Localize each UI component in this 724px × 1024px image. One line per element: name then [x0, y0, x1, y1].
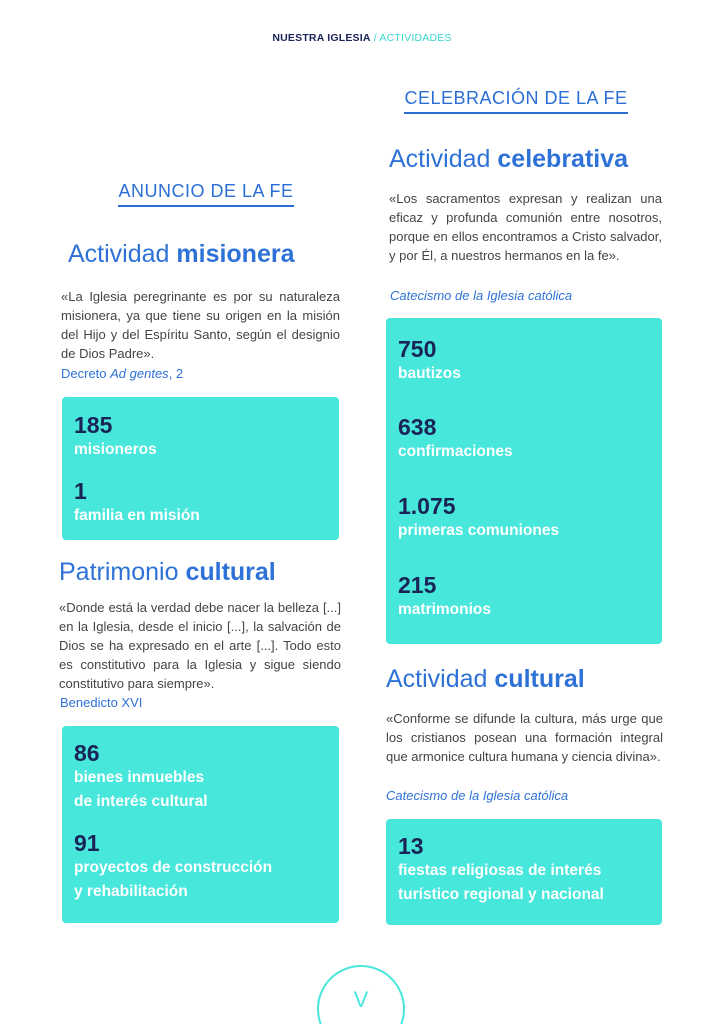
- stat-item: [398, 572, 654, 622]
- stat-label: bienes inmuebles de interés cultural: [74, 769, 208, 810]
- stat-item: [398, 336, 654, 386]
- quote-patrimonio: «Donde está la verdad debe nacer la belleza [...] en la Iglesia, desde el inicio [...], la salvación de Dios se ha expresado en el arte [...]. Todo esto es constitutivo para la Iglesia y sigue siendo constitutivo para siempre».: [59, 600, 341, 691]
- quote-cultural: «Conforme se difunde la cultura, más urge que los cristianos posean una formación integral que armonice cultura humana y ciencia divina».: [386, 711, 663, 764]
- stat-number: 185: [74, 412, 113, 438]
- stats-box-patrimonio: [62, 726, 339, 923]
- header-separator: /: [370, 32, 380, 44]
- source-tail-text: , 2: [168, 366, 184, 381]
- stat-label: misioneros: [74, 441, 157, 458]
- source-misionera: [61, 366, 183, 381]
- stat-label: familia en misión: [74, 507, 200, 524]
- page-number: V: [353, 987, 369, 1012]
- header-subsection: ACTIVIDADES: [379, 32, 452, 44]
- stat-number: 91: [74, 830, 100, 856]
- stat-number: 638: [398, 414, 437, 440]
- stat-label: proyectos de construcción y rehabilitación: [74, 859, 273, 900]
- section-title-anuncio-text: ANUNCIO DE LA FE: [118, 181, 293, 207]
- heading-actividad-misionera: [68, 240, 295, 269]
- stat-label: primeras comuniones: [398, 522, 560, 539]
- stat-number: 750: [398, 336, 437, 362]
- stat-item: [74, 830, 331, 904]
- heading-light: Actividad: [389, 145, 498, 173]
- heading-light: Actividad: [68, 240, 177, 268]
- header-section: NUESTRA IGLESIA: [272, 32, 371, 44]
- heading-actividad-cultural: [386, 665, 585, 694]
- stats-box-misionera: [62, 397, 339, 540]
- stat-label: confirmaciones: [398, 443, 513, 460]
- stat-number: 215: [398, 572, 437, 598]
- stat-label: fiestas religiosas de interés turístico regional y nacional: [398, 862, 604, 903]
- heading-bold: cultural: [185, 558, 276, 586]
- source-text: Decreto: [61, 366, 111, 381]
- quote-misionera: «La Iglesia peregrinante es por su naturaleza misionera, ya que tiene su origen en la misión del Hijo y del Espíritu Santo, según el designio de Dios Padre».: [61, 289, 340, 361]
- page-number-circle: [317, 965, 405, 1024]
- heading-actividad-celebrativa: [389, 145, 628, 174]
- section-title-anuncio: [96, 181, 316, 207]
- source-patrimonio: Benedicto XVI: [60, 695, 143, 710]
- stat-item: [74, 740, 331, 814]
- stats-box-cultural: [386, 819, 662, 925]
- heading-bold: celebrativa: [497, 145, 629, 173]
- stats-box-celebrativa: [386, 318, 662, 644]
- heading-light: Patrimonio: [59, 558, 186, 586]
- stat-number: 1: [74, 478, 87, 504]
- quote-celebrativa: «Los sacramentos expresan y realizan una eficaz y profunda comunión entre nosotros, porque en ellos encontramos a Cristo salvador, y por Él, a nuestros hermanos en la fe».: [389, 191, 662, 263]
- stat-label: matrimonios: [398, 601, 492, 618]
- stat-item: [398, 833, 654, 907]
- source-italic-text: Ad gentes: [110, 366, 169, 381]
- stat-item: [398, 493, 654, 543]
- stat-item: [398, 414, 654, 464]
- heading-patrimonio-cultural: [59, 558, 276, 587]
- stat-number: 1.075: [398, 493, 456, 519]
- page-header: [0, 32, 724, 44]
- stat-item: [74, 478, 331, 528]
- heading-bold: cultural: [494, 665, 585, 693]
- stat-number: 86: [74, 740, 100, 766]
- stat-item: [74, 412, 331, 462]
- stat-label: bautizos: [398, 365, 461, 382]
- section-title-celebracion-text: CELEBRACIÓN DE LA FE: [404, 88, 627, 114]
- heading-light: Actividad: [386, 665, 495, 693]
- section-title-celebracion: [386, 88, 646, 114]
- stat-number: 13: [398, 833, 424, 859]
- source-cultural: Catecismo de la Iglesia católica: [386, 788, 569, 803]
- heading-bold: misionera: [176, 240, 295, 268]
- source-celebrativa: Catecismo de la Iglesia católica: [390, 288, 573, 303]
